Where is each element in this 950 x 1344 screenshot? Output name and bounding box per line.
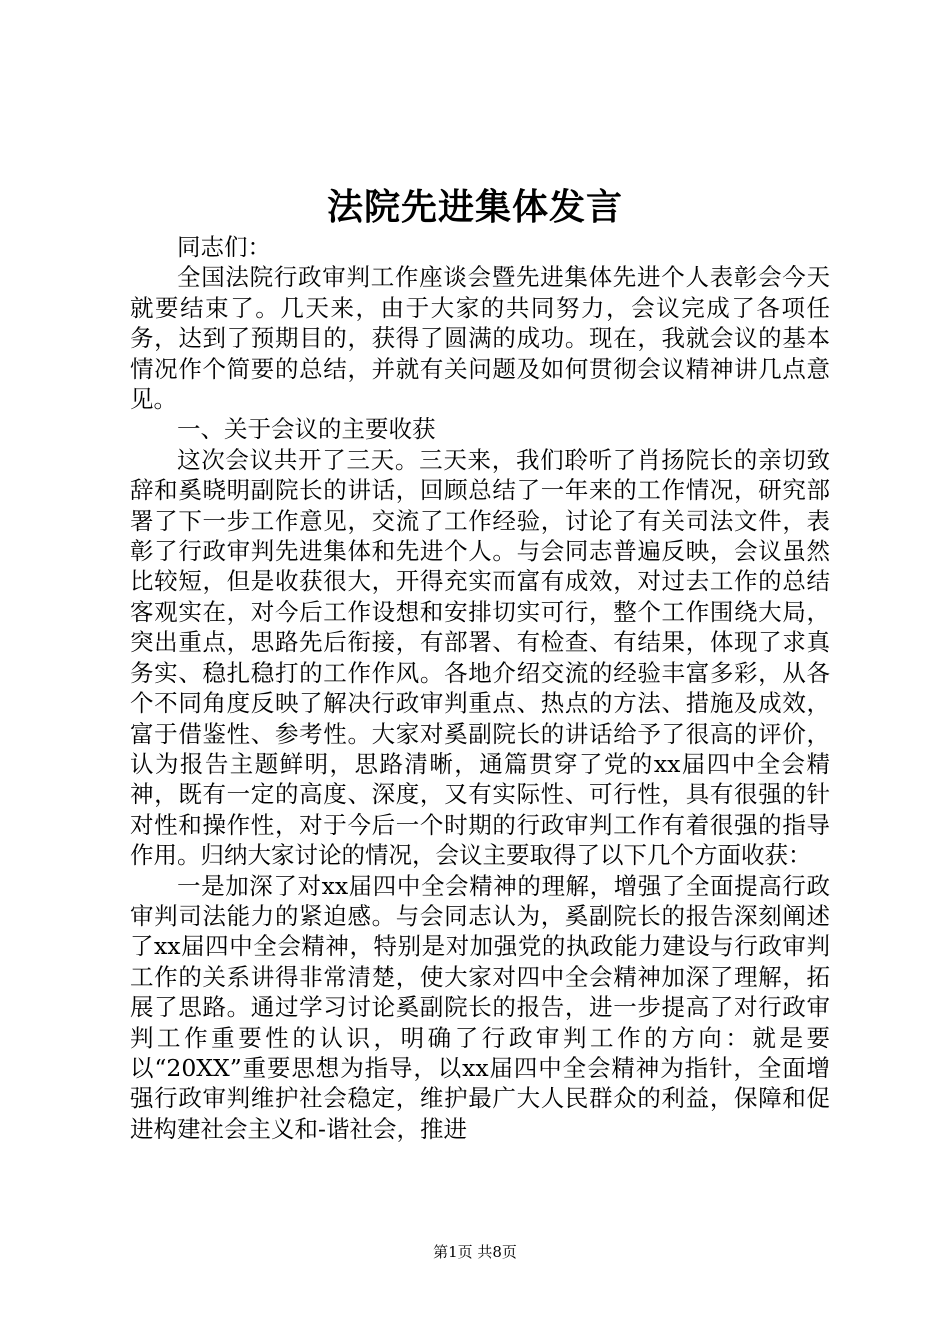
document-title: 法院先进集体发言 [326,186,623,228]
document-body [130,232,830,1144]
salutation: 同志们： [177,233,271,261]
paragraph-meeting-summary: 这次会议共开了三天。三天来，我们聆听了肖扬院长的亲切致辞和奚晓明副院长的讲话，回顾总结了一年来的工作情况，研究部署了下一步工作意见，交流了工作经验，讨论了有关司法文件，表彰了行政审判先进集体和先进个人。与会同志普遍反映，会议虽然比较短，但是收获很大，开得充实而富有成效，对过去工作的总结客观实在，对今后工作设想和安排切实可行，整个工作围绕大局，突出重点，思路先后衔接，有部署、有检查、有结果，体现了求真务实、稳扎稳打的工作作风。各地介绍交流的经验丰富多彩，从各个不同角度反映了解决行政审判重点、热点的方法、措施及成效，富于借鉴性、参考性。大家对奚副院长的讲话给予了很高的评价，认为报告主题鲜明，思路清晰，通篇贯穿了党的xx届四中全会精神，既有一定的高度、深度，又有实际性、可行性，具有很强的针对性和操作性，对于今后一个时期的行政审判工作有着很强的指导作用。归纳大家讨论的情况，会议主要取得了以下几个方面收获： [130,445,830,870]
page-footer: 第1页 共8页 [433,1243,517,1261]
section-heading: 一、关于会议的主要收获 [177,415,436,444]
paragraph-first-gain: 一是加深了对xx届四中全会精神的理解，增强了全面提高行政审判司法能力的紧迫感。与会同志认为，奚副院长的报告深刻阐述了xx届四中全会精神，特别是对加强党的执政能力建设与行政审判工作的关系讲得非常清楚，使大家对四中全会精神加深了理解，拓展了思路。通过学习讨论奚副院长的报告，进一步提高了对行政审判工作重要性的认识，明确了行政审判工作的方向：就是要以“20XX”重要思想为指导，以xx届四中全会精神为指针，全面增强行政审判维护社会稳定，维护最广大人民群众的利益，保障和促进构建社会主义和-谐社会，推进 [130,871,830,1143]
paragraph-intro: 全国法院行政审判工作座谈会暨先进集体先进个人表彰会今天就要结束了。几天来，由于大家的共同努力，会议完成了各项任务，达到了预期目的，获得了圆满的成功。现在，我就会议的基本情况作个简要的总结，并就有关问题及如何贯彻会议精神讲几点意见。 [130,263,830,414]
